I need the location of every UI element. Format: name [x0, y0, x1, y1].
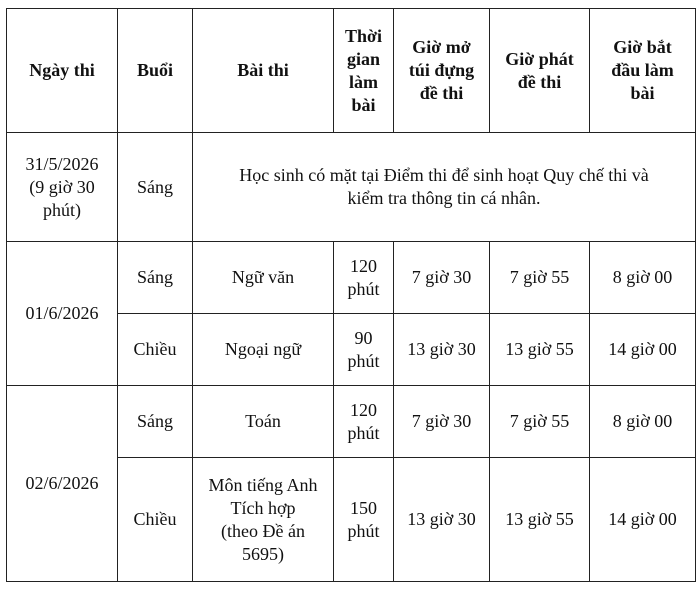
exam-date: 02/6/2026 [7, 386, 118, 582]
table-row [7, 242, 696, 314]
exam-duration: 120 phút [334, 242, 394, 314]
table-row [7, 386, 696, 458]
exam-session: Sáng [118, 386, 193, 458]
distribute-time: 7 giờ 55 [490, 386, 590, 458]
exam-session: Sáng [118, 133, 193, 242]
header-session: Buổi [118, 9, 193, 133]
exam-duration: 120 phút [334, 386, 394, 458]
start-time: 14 giờ 00 [590, 314, 696, 386]
open-bag-time: 13 giờ 30 [394, 458, 490, 582]
orientation-note: Học sinh có mặt tại Điểm thi để sinh hoạt Quy chế thi và kiểm tra thông tin cá nhân. [193, 133, 696, 242]
distribute-time: 13 giờ 55 [490, 314, 590, 386]
exam-schedule-table [6, 8, 696, 582]
header-open-bag-time: Giờ mở túi đựng đề thi [394, 9, 490, 133]
exam-session: Sáng [118, 242, 193, 314]
header-distribute-time: Giờ phát đề thi [490, 9, 590, 133]
start-time: 14 giờ 00 [590, 458, 696, 582]
start-time: 8 giờ 00 [590, 242, 696, 314]
open-bag-time: 13 giờ 30 [394, 314, 490, 386]
open-bag-time: 7 giờ 30 [394, 386, 490, 458]
distribute-time: 13 giờ 55 [490, 458, 590, 582]
start-time: 8 giờ 00 [590, 386, 696, 458]
header-start-time: Giờ bắt đầu làm bài [590, 9, 696, 133]
exam-session: Chiều [118, 458, 193, 582]
header-subject: Bài thi [193, 9, 334, 133]
exam-duration: 90 phút [334, 314, 394, 386]
exam-subject: Ngoại ngữ [193, 314, 334, 386]
exam-date: 01/6/2026 [7, 242, 118, 386]
exam-subject: Môn tiếng Anh Tích hợp (theo Đề án 5695) [193, 458, 334, 582]
exam-subject: Toán [193, 386, 334, 458]
open-bag-time: 7 giờ 30 [394, 242, 490, 314]
header-duration: Thời gian làm bài [334, 9, 394, 133]
exam-date: 31/5/2026 (9 giờ 30 phút) [7, 133, 118, 242]
exam-subject: Ngữ văn [193, 242, 334, 314]
exam-duration: 150 phút [334, 458, 394, 582]
distribute-time: 7 giờ 55 [490, 242, 590, 314]
table-row [7, 133, 696, 242]
header-date: Ngày thi [7, 9, 118, 133]
exam-session: Chiều [118, 314, 193, 386]
header-row [7, 9, 696, 133]
